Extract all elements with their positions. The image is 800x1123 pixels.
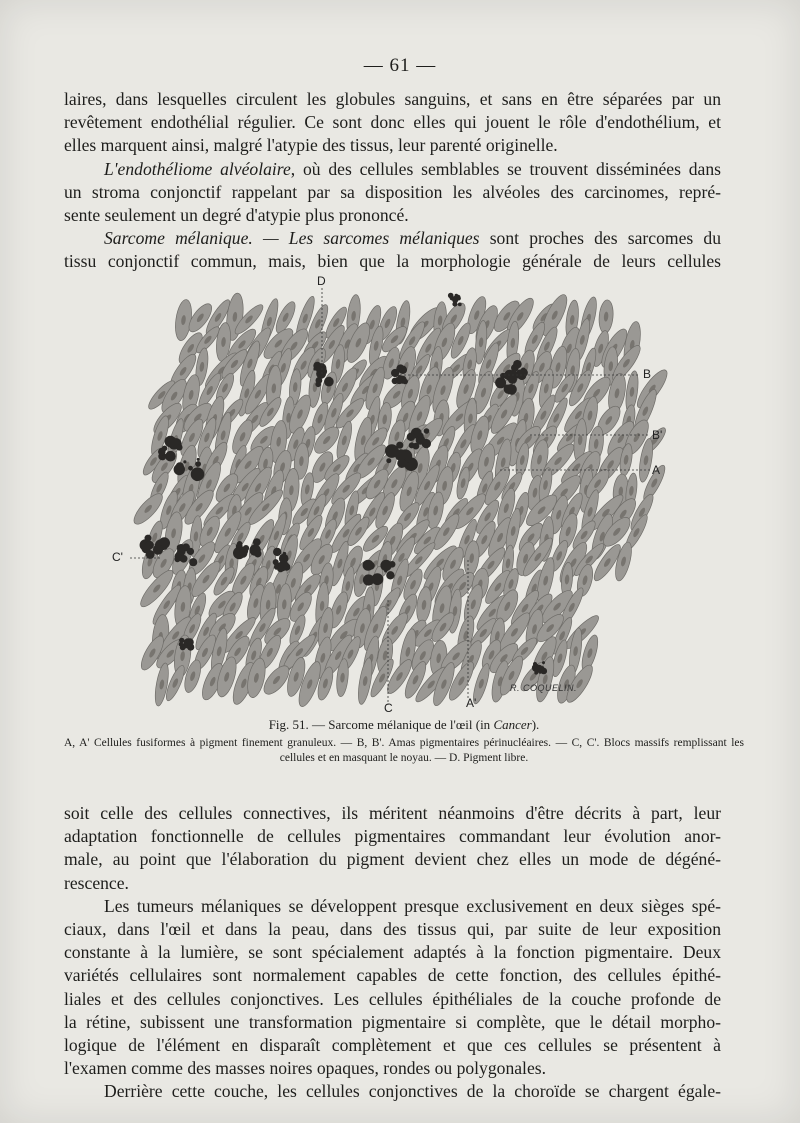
pigment-granule xyxy=(327,377,332,382)
pigment-granule xyxy=(180,645,186,651)
label-d: D xyxy=(317,274,326,288)
paragraph-tumeurs xyxy=(64,895,721,1081)
text-line: variétés cellulaires sont normalement capables de cette fonction, des cellules épithé- xyxy=(64,965,721,986)
pigment-granule xyxy=(456,295,460,299)
text-line: rescence. xyxy=(64,872,129,893)
pigment-granule xyxy=(386,571,394,579)
paragraph-sarcome: Sarcome mélanique. — Les sarcomes mélaniques sont proches des sarcomes du tissu conjonctif commun, mais, bien que la morphologie générale de leurs cellules xyxy=(64,227,721,273)
label-b-prime: B' xyxy=(652,428,663,442)
pigment-granule xyxy=(386,458,391,463)
page-number: — 61 — xyxy=(363,55,437,76)
text-line: Derrière cette couche, les cellules conjonctives de la choroïde se chargent égale- xyxy=(104,1081,721,1102)
top-text-block xyxy=(64,88,721,274)
text-line: revêtement endothélial régulier. Ce sont donc elles qui jouent le rôle d'endothélium, et xyxy=(64,112,721,133)
pigment-granule xyxy=(180,555,188,563)
section-heading: Sarcome mélanique. — Les sarcomes mélaniques xyxy=(104,228,480,249)
text-line: constante à la lumière, se sont spécialement adaptés à la fonction pigmentaire. Deux xyxy=(64,942,721,963)
artist-signature: R. COQUELIN. xyxy=(510,683,578,693)
text-line: liales et des cellules conjonctives. Les cellules épithéliales de la couche profonde de xyxy=(64,988,721,1009)
text-line: tissu conjonctif commun, mais, bien que la morphologie générale de leurs cellules xyxy=(64,251,721,272)
pigment-granule xyxy=(500,373,506,379)
pigment-granule xyxy=(409,442,415,448)
pigment-granule xyxy=(504,385,509,390)
pigment-granule xyxy=(536,665,541,670)
paragraph-continuation-2 xyxy=(64,802,721,895)
text-line: adaptation fonctionnelle de cellules pigmentaires commandant leur évolution anor- xyxy=(64,826,721,847)
pigment-granule xyxy=(254,550,261,557)
paragraph-endotheliome: L'endothéliome alvéolaire, où des cellules semblables se trouvent disséminées dans un stroma conjonctif rappelant par sa disposition les alvéoles des carcinomes, repré- sente seulement un degré d'atypie plus prononcé. xyxy=(64,158,721,228)
text-line: sente seulement un degré d'atypie plus prononcé. xyxy=(64,205,409,226)
pigment-granule xyxy=(243,545,249,551)
pigment-granule xyxy=(253,538,261,546)
caption-title: Fig. 51. — Sarcome mélanique de l'œil (in xyxy=(268,717,494,732)
paragraph-choroide xyxy=(64,1080,721,1103)
pigment-granule xyxy=(418,433,424,439)
pigment-granule xyxy=(165,436,177,448)
pigment-granule xyxy=(273,548,281,556)
cell-illustration xyxy=(100,280,700,710)
pigment-granule xyxy=(317,363,327,373)
paragraph-continuation xyxy=(64,88,721,158)
pigment-granule xyxy=(153,545,163,555)
pigment-granule xyxy=(313,367,316,370)
caption-source: Cancer xyxy=(493,717,532,732)
pigment-granule xyxy=(194,469,202,477)
pigment-granule xyxy=(142,544,151,553)
pigment-granule xyxy=(162,446,168,452)
label-a-prime: A' xyxy=(466,696,477,710)
pigment-granule xyxy=(176,462,184,470)
pigment-granule xyxy=(363,560,374,571)
pigment-granule xyxy=(458,303,462,307)
text-line: logique de l'élément en disparaît complètement et que ces cellules se présentent à xyxy=(64,1035,721,1056)
pigment-granule xyxy=(195,477,199,481)
pigment-granule xyxy=(195,461,201,467)
pigment-granule xyxy=(424,428,430,434)
pigment-granule xyxy=(538,669,543,674)
pigment-granule xyxy=(177,545,181,549)
pigment-granule xyxy=(188,466,193,471)
pigment-granule xyxy=(165,451,176,462)
label-a: A xyxy=(652,463,661,477)
pigment-granule xyxy=(277,566,284,573)
pigment-granule xyxy=(315,382,321,388)
pigment-granule xyxy=(189,558,197,566)
pigment-granule xyxy=(145,535,152,542)
label-b: B xyxy=(643,367,652,381)
pigment-granule xyxy=(161,456,165,460)
text-line: l'examen comme des masses noires opaques, rondes ou polygonales. xyxy=(64,1058,546,1079)
bottom-text-block xyxy=(64,802,721,1104)
pigment-granule xyxy=(396,442,403,449)
pigment-granule xyxy=(396,377,404,385)
pigment-granule xyxy=(399,462,402,465)
pigment-granule xyxy=(542,661,545,664)
text-line: elles marquent ainsi, malgré l'atypie des tissus, leur parenté originelle. xyxy=(64,135,558,156)
text-line: la rétine, subissent une transformation pigmentaire si complète, que le détail morpho- xyxy=(64,1011,721,1032)
pigment-granule xyxy=(175,556,181,562)
text-line: laires, dans lesquelles circulent les globules sanguins, et sans en être séparées par un xyxy=(64,89,721,109)
pigment-granule xyxy=(236,543,243,550)
label-c-prime: C' xyxy=(112,550,123,564)
pigment-granule xyxy=(407,433,415,441)
pigment-granule xyxy=(382,565,388,571)
text-line: Les tumeurs mélaniques se développent presque exclusivement en deux sièges spé- xyxy=(104,895,721,916)
pigment-granule xyxy=(402,379,408,385)
pigment-granule xyxy=(363,574,374,585)
pigment-granule xyxy=(274,562,279,567)
text-line: un stroma conjonctif rappelant par sa disposition les alvéoles des carcinomes, repré- xyxy=(64,181,721,202)
pigment-granule xyxy=(389,561,396,568)
figure-caption: Fig. 51. — Sarcome mélanique de l'œil (in Cancer). A, A' Cellules fusiformes à pigment finement granuleux. — B, B'. Amas pigmentaires périnucléaires. — C, C'. Blocs massifs remplissant les cellules et en masquant le noyau. — D. Pigment libre. xyxy=(64,717,744,764)
italic-term: L'endothéliome alvéolaire xyxy=(104,158,291,179)
pigment-granule xyxy=(517,369,526,378)
pigment-granule xyxy=(197,458,200,461)
pigment-granule xyxy=(279,554,289,564)
label-c: C xyxy=(384,701,393,715)
pigment-granule xyxy=(187,550,190,553)
pigment-granule xyxy=(448,293,454,299)
caption-legend: A, A' Cellules fusiformes à pigment finement granuleux. — B, B'. Amas pigmentaires périnucléaires. — C, C'. Blocs massifs remplissant les cellules et en masquant le noyau. — D. Pigment libre. xyxy=(64,737,744,764)
text-line: male, au point que l'élaboration du pigment devient chez elles un mode de dégéné- xyxy=(64,849,721,870)
pigment-granule xyxy=(176,444,182,450)
histology-figure xyxy=(100,274,700,715)
text-line: ciaux, dans l'œil et dans la peau, dans des tissus qui, par suite de leur exposition xyxy=(64,919,721,940)
text-line: soit celle des cellules connectives, ils méritent néanmoins d'être décrits à part, leur xyxy=(64,803,721,823)
pigment-granule xyxy=(399,366,407,374)
pigment-granule xyxy=(183,460,186,463)
